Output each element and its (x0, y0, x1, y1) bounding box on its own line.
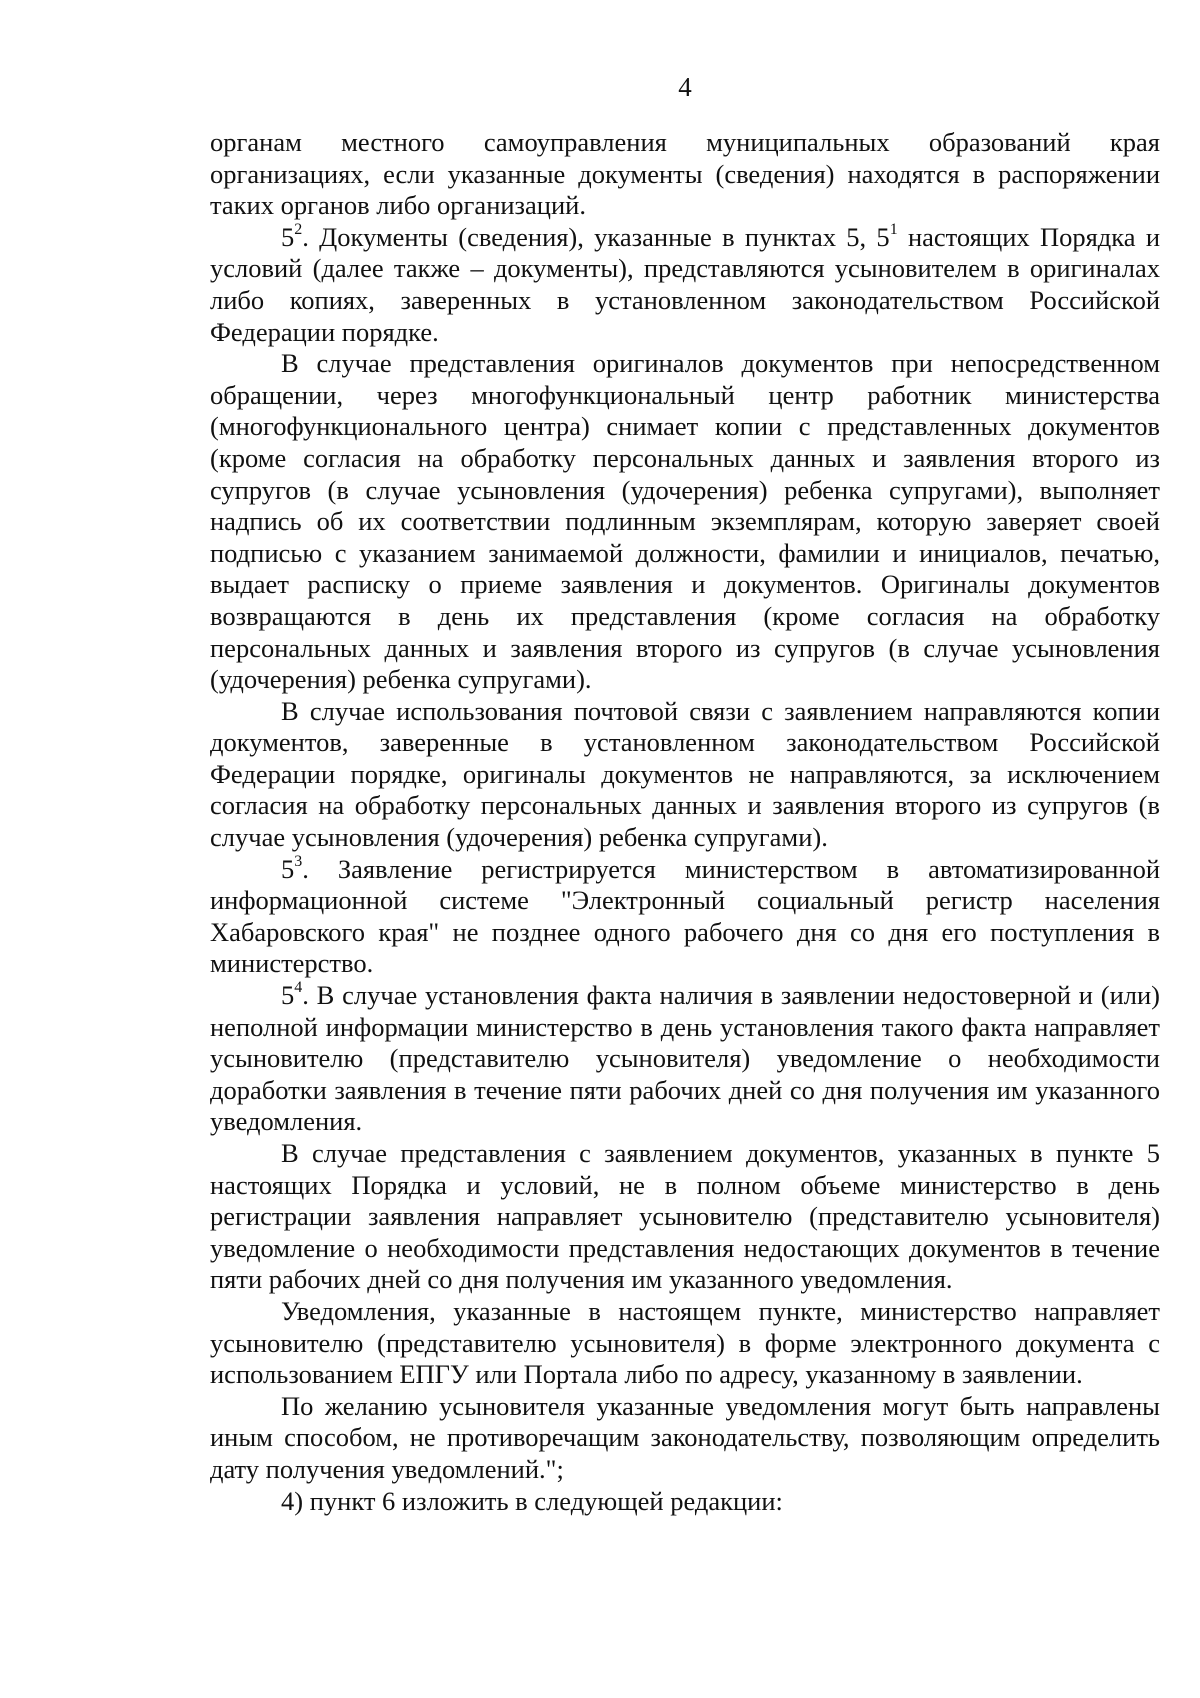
superscript-index: 1 (889, 220, 898, 238)
paragraph (210, 348, 1160, 696)
paragraph-text: В случае представления оригиналов документов при непосредственном обращении, через многофункциональный центр работник министерства (многофункционального центра) снимает копии с представленных документов (кроме согласия на обработку персональных данных и заявления второго из супругов (в случае усыновления (удочерения) ребенка супругами), выполняет надпись об их соответствии подлинным экземплярам, которую заверяет своей подписью с указанием занимаемой должности, фамилии и инициалов, печатью, выдает расписку о приеме заявления и документов. Оригиналы документов возвращаются в день их представления (кроме согласия на обработку персональных данных и заявления второго из супругов (в случае усыновления (удочерения) ребенка супругами). (210, 348, 1160, 695)
paragraph (210, 854, 1160, 980)
paragraph-text: В случае использования почтовой связи с заявлением направляются копии документов, заверенные в установленном законодательством Российской Федерации порядке, оригиналы документов не направляются, за исключением согласия на обработку персональных данных и заявления второго из супругов (в случае усыновления (удочерения) ребенка супругами). (210, 695, 1160, 853)
paragraph-text: органам местного самоуправления муниципальных образований края организациях, если указанные документы (сведения) находятся в распоряжении таких органов либо организаций. (210, 127, 1160, 221)
paragraph-text: . Документы (сведения), указанные в пунктах 5, 5 (302, 221, 890, 252)
paragraph (210, 980, 1160, 1138)
page-number: 4 (678, 72, 692, 102)
paragraph (210, 1486, 1160, 1518)
document-body (210, 127, 1160, 1517)
paragraph (210, 127, 1160, 222)
paragraph (210, 1138, 1160, 1296)
superscript-index: 2 (294, 220, 303, 238)
paragraph (210, 1391, 1160, 1486)
paragraph (210, 1296, 1160, 1391)
paragraph-text: настоящих Порядка и условий (далее также – документы), представляются усыновителем в оригиналах либо копиях, заверенных в установленном законодательством Российской Федерации порядке. (210, 221, 1160, 347)
paragraph-text: . Заявление регистрируется министерством в автоматизированной информационной системе "Электронный социальный регистр населения Хабаровского края" не позднее одного рабочего дня со дня его поступления в министерство. (210, 853, 1160, 979)
paragraph (210, 696, 1160, 854)
paragraph-text: 5 (281, 221, 295, 252)
superscript-index: 4 (294, 979, 303, 997)
paragraph-text: 5 (281, 853, 295, 884)
superscript-index: 3 (294, 852, 303, 870)
paragraph-text: . В случае установления факта наличия в заявлении недостоверной и (или) неполной информации министерство в день установления такого факта направляет усыновителю (представителю усыновителя) уведомление о необходимости доработки заявления в течение пяти рабочих дней со дня получения им указанного уведомления. (210, 980, 1160, 1137)
paragraph-text: По желанию усыновителя указанные уведомления могут быть направлены иным способом, не противоречащим законодательству, позволяющим определить дату получения уведомлений."; (210, 1390, 1160, 1484)
paragraph (210, 222, 1160, 348)
paragraph-text: В случае представления с заявлением документов, указанных в пункте 5 настоящих Порядка и условий, не в полном объеме министерство в день регистрации заявления направляет усыновителю (представителю усыновителя) уведомление о необходимости представления недостающих документов в течение пяти рабочих дней со дня получения им указанного уведомления. (210, 1138, 1160, 1295)
paragraph-text: 5 (281, 980, 295, 1011)
paragraph-text: 4) пункт 6 изложить в следующей редакции: (281, 1485, 783, 1516)
paragraph-text: Уведомления, указанные в настоящем пункте, министерство направляет усыновителю (представителю усыновителя) в форме электронного документа с использованием ЕПГУ или Портала либо по адресу, указанному в заявлении. (210, 1295, 1160, 1390)
